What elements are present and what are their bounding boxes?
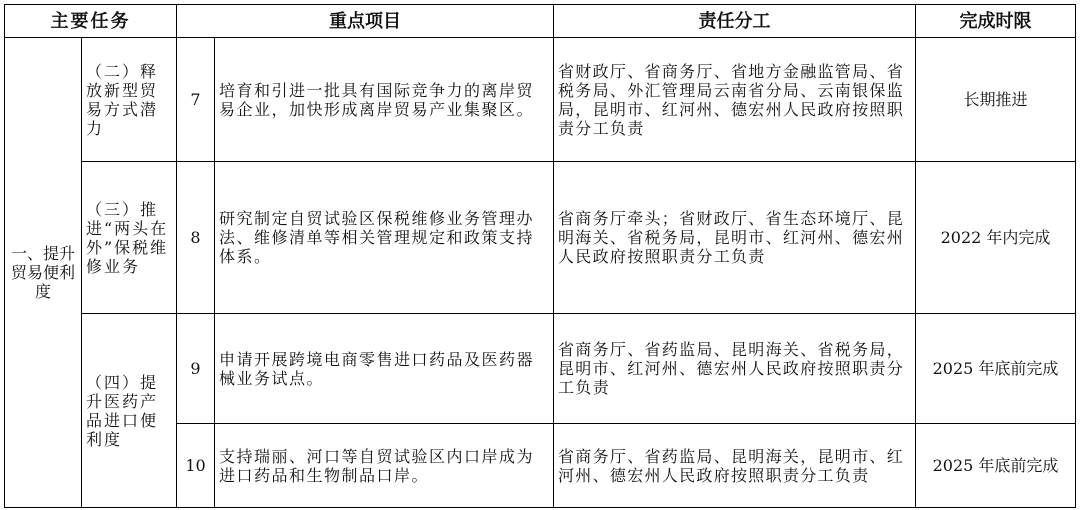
project-cell: 培育和引进一批具有国际竞争力的离岸贸易企业，加快形成离岸贸易产业集聚区。 <box>215 38 554 162</box>
item-number: 7 <box>177 38 215 162</box>
header-main-task: 主要任务 <box>5 5 177 38</box>
responsibility-cell: 省商务厅、省药监局、昆明海关，昆明市、红河州、德宏州人民政府按照职责分工负责 <box>554 424 916 508</box>
responsibility-cell: 省商务厅牵头；省财政厅、省生态环境厅、昆明海关、省税务局，昆明市、红河州、德宏州人民政府按照职责分工负责 <box>554 162 916 314</box>
deadline-cell: 2025 年底前完成 <box>916 314 1076 424</box>
header-deadline: 完成时限 <box>916 5 1076 38</box>
table-row <box>5 162 1076 314</box>
header-responsibility: 责任分工 <box>554 5 916 38</box>
deadline-cell: 2022 年内完成 <box>916 162 1076 314</box>
table-row <box>5 38 1076 162</box>
responsibility-cell: 省商务厅、省药监局、昆明海关、省税务局，昆明市、红河州、德宏州人民政府按照职责分工负责 <box>554 314 916 424</box>
item-number: 8 <box>177 162 215 314</box>
item-number: 10 <box>177 424 215 508</box>
deadline-cell: 长期推进 <box>916 38 1076 162</box>
table-row <box>5 314 1076 424</box>
project-cell: 申请开展跨境电商零售进口药品及医药器械业务试点。 <box>215 314 554 424</box>
responsibility-cell: 省财政厅、省商务厅、省地方金融监管局、省税务局、外汇管理局云南省分局、云南银保监局，昆明市、红河州、德宏州人民政府按照职责分工负责 <box>554 38 916 162</box>
subtask-cell: （三）推进“两头在外”保税维修业务 <box>82 162 177 314</box>
item-number: 9 <box>177 314 215 424</box>
project-cell: 支持瑞丽、河口等自贸试验区内口岸成为进口药品和生物制品口岸。 <box>215 424 554 508</box>
header-project: 重点项目 <box>177 5 554 38</box>
header-row <box>5 5 1076 38</box>
subtask-cell: （四）提升医药产品进口便利度 <box>82 314 177 508</box>
deadline-cell: 2025 年底前完成 <box>916 424 1076 508</box>
main-task-cell: 一、提升贸易便利度 <box>5 38 82 508</box>
subtask-cell: （二）释放新型贸易方式潜力 <box>82 38 177 162</box>
project-cell: 研究制定自贸试验区保税维修业务管理办法、维修清单等相关管理规定和政策支持体系。 <box>215 162 554 314</box>
task-table <box>4 4 1076 508</box>
